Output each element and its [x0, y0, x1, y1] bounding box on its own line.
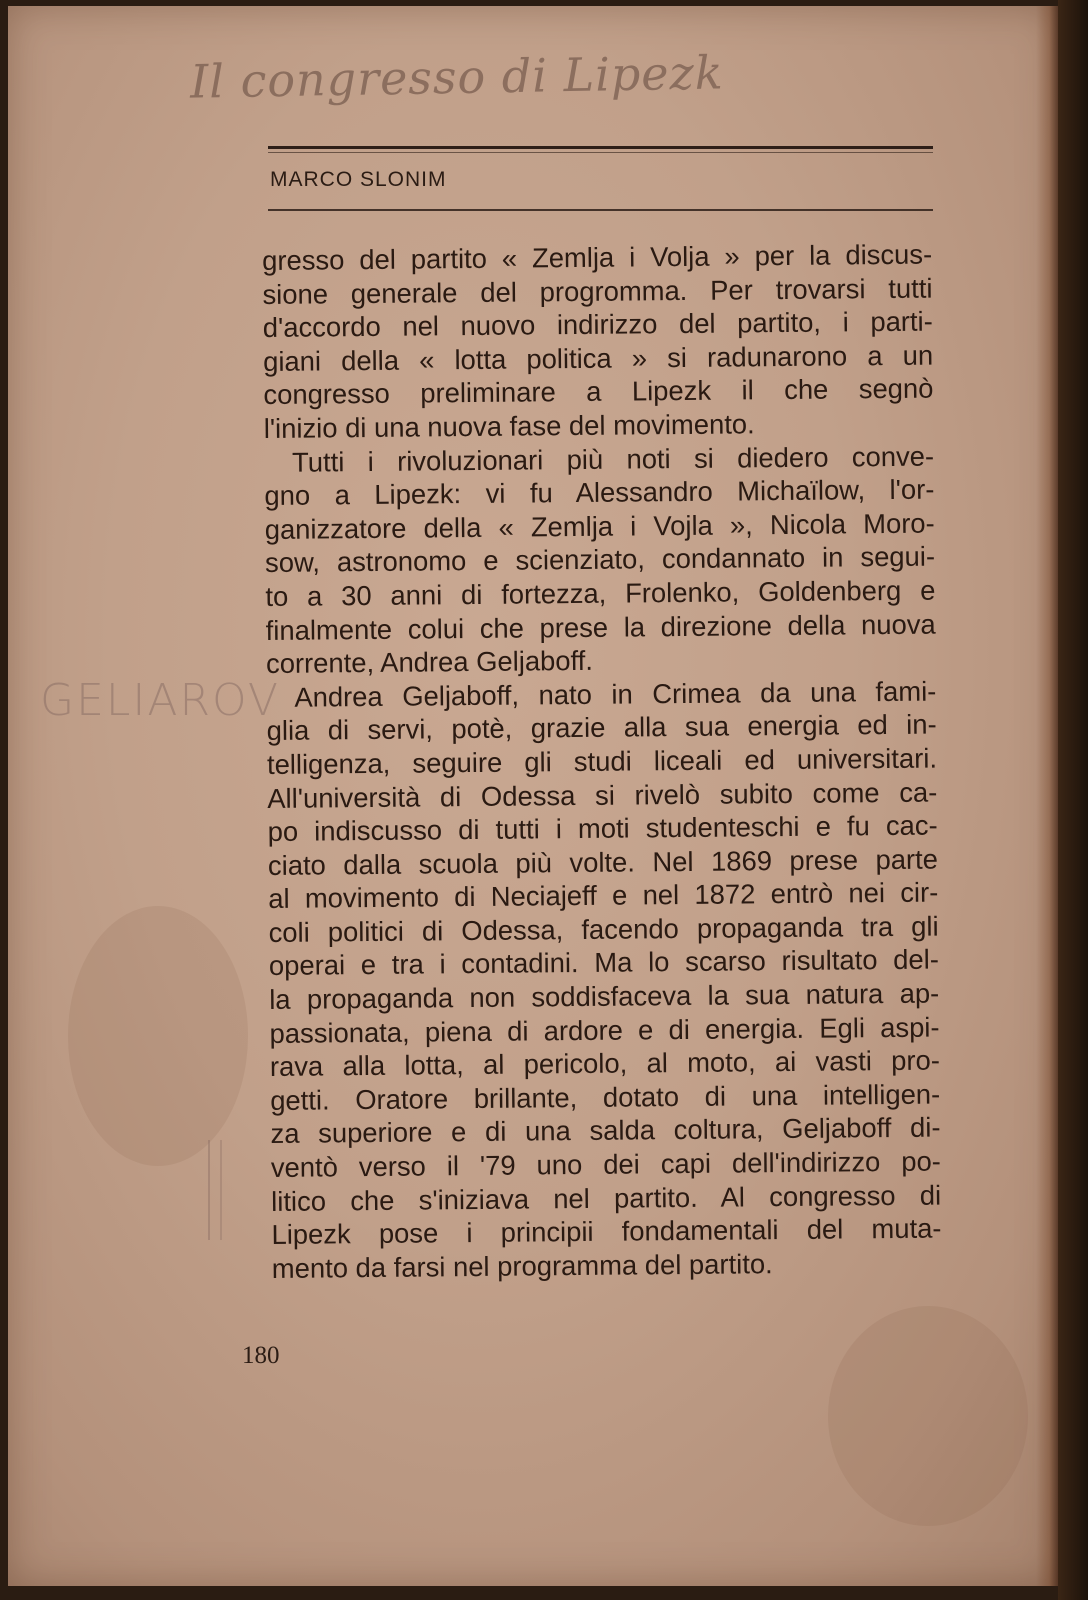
- header-rule-top: [268, 146, 933, 149]
- text-line: al movimento di Neciajeff e nel 1872 entrò nei cir-: [268, 876, 939, 915]
- text-line: po indiscusso di tutti i moti studenteschi e fu cac-: [267, 809, 938, 848]
- text-line: to a 30 anni di fortezza, Frolenko, Goldenberg e: [265, 574, 936, 612]
- handwritten-margin-note: GELIAROV: [40, 675, 281, 726]
- text-line: mento da farsi nel programma del partito.: [271, 1247, 773, 1284]
- page-number: 180: [242, 1342, 280, 1369]
- paper-stain: [828, 1306, 1028, 1526]
- text-line: ganizzatore della « Zemlja i Vojla », Nicola Moro-: [264, 507, 935, 545]
- text-line: passionata, piena di ardore e di energia. Egli aspi-: [269, 1011, 940, 1049]
- body-text: [262, 238, 942, 1286]
- text-line: coli politici di Odessa, facendo propaganda tra gli: [268, 910, 939, 948]
- text-line: corrente, Andrea Geljaboff.: [265, 644, 594, 680]
- text-line: getti. Oratore brillante, dotato di una intelligen-: [270, 1078, 941, 1116]
- text-line: Tutti i rivoluzionari più noti si diedero conve-: [291, 440, 935, 478]
- text-line: Lipezk pose i principii fondamentali del muta-: [271, 1212, 942, 1251]
- text-line: ciato dalla scuola più volte. Nel 1869 prese parte: [267, 843, 939, 881]
- text-line: All'università di Odessa si rivelò subito come ca-: [267, 776, 938, 814]
- text-line: Andrea Geljaboff, nato in Crimea da una fami-: [294, 675, 937, 713]
- header-rule-top-thin: [268, 152, 933, 153]
- running-head: MARCO SLONIM: [270, 168, 447, 191]
- text-line: giani della « lotta politica » si radunarono a un: [262, 339, 934, 377]
- handwritten-title-note: Il congresso di Lipezk: [189, 45, 725, 109]
- book-spine: [1058, 0, 1088, 1600]
- text-line: d'accordo nel nuovo indirizzo del partito, i parti-: [262, 305, 933, 344]
- text-line: finalmente colui che prese la direzione della nuova: [265, 608, 936, 646]
- text-line: sione generale del progromma. Per trovarsi tutti: [262, 272, 933, 310]
- text-line: sow, astronomo e scienziato, condannato in segui-: [264, 540, 936, 579]
- text-line: gresso del partito « Zemlja i Volja » per la discus-: [262, 238, 933, 276]
- text-line: congresso preliminare a Lipezk il che segnò: [263, 372, 934, 411]
- text-line: l'inizio di una nuova fase del movimento.: [263, 408, 755, 444]
- text-line: rava alla lotta, al pericolo, al moto, ai vasti pro-: [269, 1044, 941, 1083]
- text-line: gno a Lipezk: vi fu Alessandro Michaïlow, l'or-: [264, 473, 935, 512]
- header-rule-bottom: [268, 209, 933, 211]
- text-line: telligenza, seguire gli studi liceali ed universitari.: [266, 742, 938, 780]
- text-line: la propaganda non soddisfaceva la sua natura ap-: [269, 977, 940, 1016]
- text-line: litico che s'iniziava nel partito. Al congresso di: [271, 1179, 942, 1217]
- margin-marking: [208, 1140, 222, 1240]
- text-line: glia di servi, potè, grazie alla sua energia ed in-: [266, 708, 937, 747]
- text-line: operai e tra i contadini. Ma lo scarso risultato del-: [268, 944, 940, 982]
- text-line: za superiore e di una salda coltura, Geljaboff di-: [270, 1111, 941, 1150]
- paper-stain: [68, 906, 248, 1166]
- text-line: ventò verso il '79 uno dei capi dell'indirizzo po-: [270, 1145, 941, 1183]
